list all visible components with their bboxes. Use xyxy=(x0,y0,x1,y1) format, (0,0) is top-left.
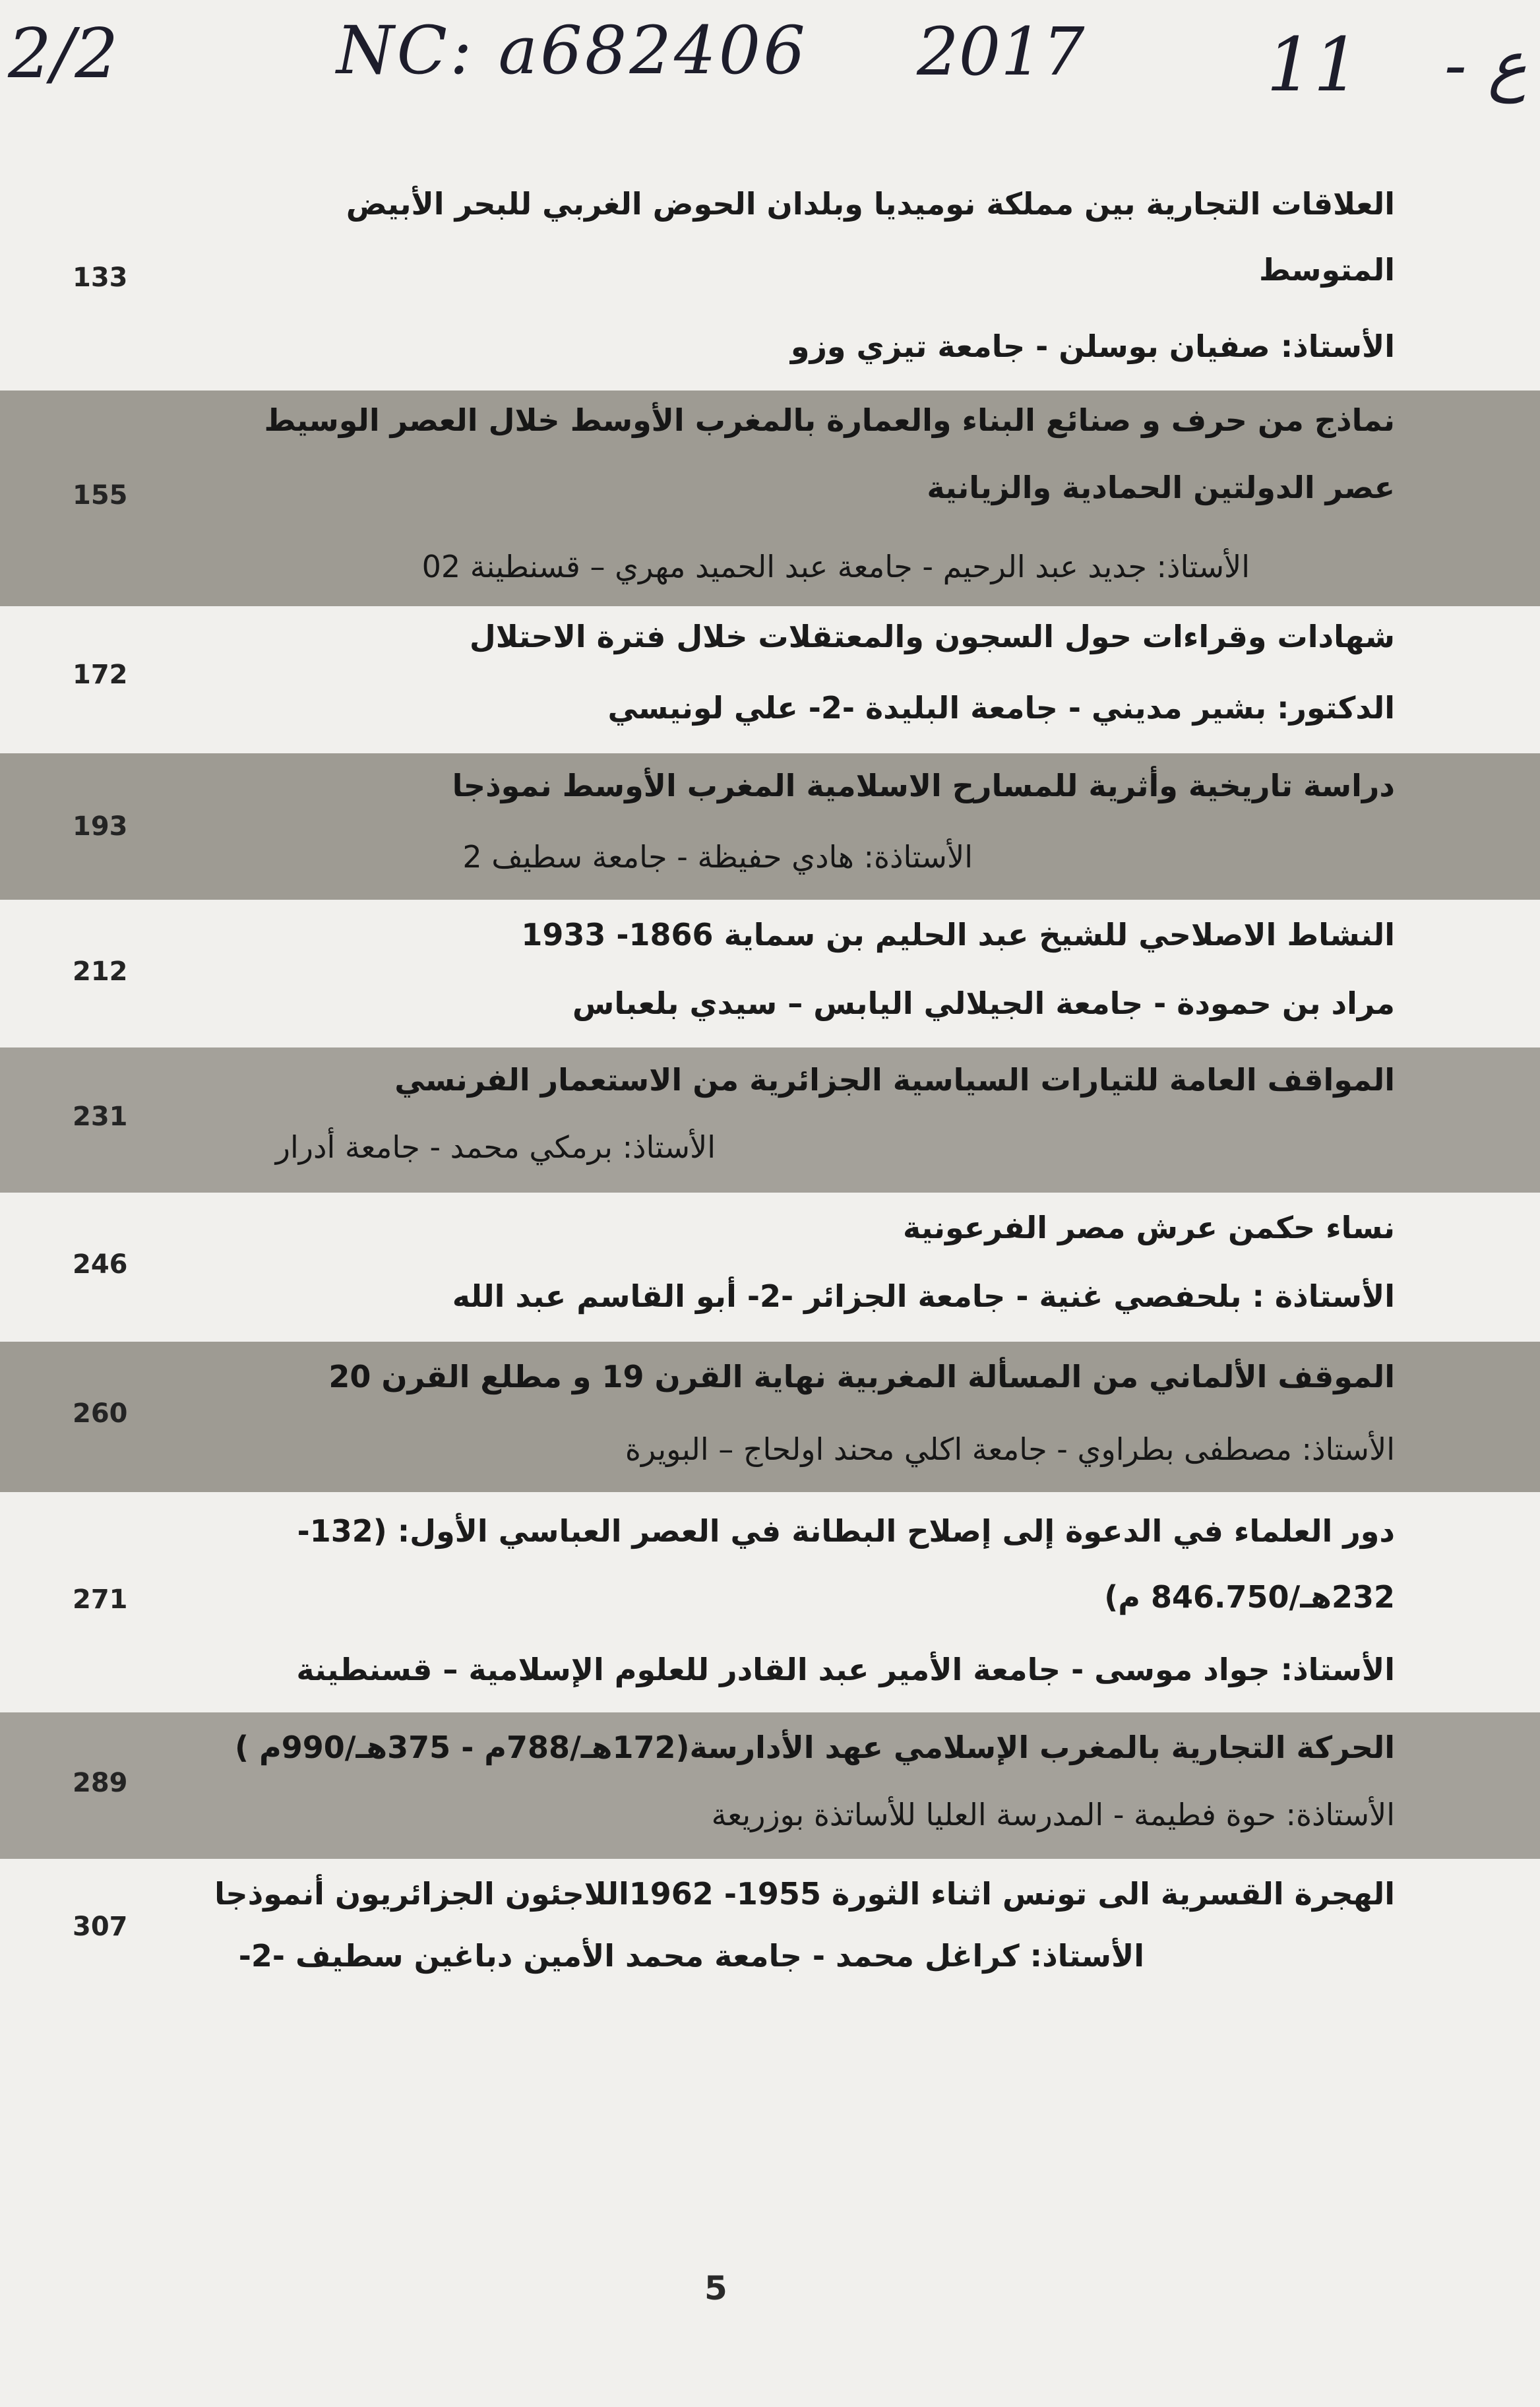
handwritten-year: 2017 xyxy=(917,13,1085,90)
toc-entry-title: الحركة التجارية بالمغرب الإسلامي عهد الأدارسة(172هـ/788م - 375هـ/990م ) xyxy=(234,1730,1395,1765)
toc-entry-page: 193 xyxy=(73,811,128,842)
toc-entry xyxy=(0,391,1540,606)
toc-entry xyxy=(0,1342,1540,1492)
toc-entry-page: 231 xyxy=(73,1102,128,1132)
toc-entry xyxy=(0,1493,1540,1711)
toc-entry-author: الأستاذة : بلحفصي غنية - جامعة الجزائر -2- أبو القاسم عبد الله xyxy=(452,1278,1395,1314)
toc-entry-page: 246 xyxy=(73,1249,128,1280)
toc-entry-page: 172 xyxy=(73,660,128,690)
toc-entry-title: شهادات وقراءات حول السجون والمعتقلات خلال فترة الاحتلال xyxy=(469,619,1395,654)
page-number: 5 xyxy=(704,2269,727,2307)
toc-entry-page: 133 xyxy=(73,263,128,293)
toc-entry-page: 289 xyxy=(73,1768,128,1798)
toc-entry xyxy=(0,607,1540,752)
handwritten-code: NC: a682406 xyxy=(336,12,808,89)
handwritten-number: 11 xyxy=(1266,22,1361,108)
toc-entry-author: الأستاذة: حوة فطيمة - المدرسة العليا للأساتذة بوزريعة xyxy=(711,1797,1395,1832)
toc-entry-page: 155 xyxy=(73,480,128,511)
toc-entry xyxy=(0,901,1540,1046)
toc-entry-author: الأستاذ: مصطفى بطراوي - جامعة اكلي محند اولحاج – البويرة xyxy=(625,1431,1395,1467)
toc-entry-author: الدكتور: بشير مديني - جامعة البليدة -2- علي لونيسي xyxy=(607,690,1395,726)
toc-entry-author: الأستاذ: صفيان بوسلن - جامعة تيزي وزو xyxy=(790,328,1395,364)
toc-entry-author: الأستاذ: برمكي محمد - جامعة أدرار xyxy=(275,1129,716,1165)
toc-entry-title: العلاقات التجارية بين مملكة نوميديا وبلدان الحوض الغربي للبحر الأبيض xyxy=(346,186,1395,222)
toc-entry xyxy=(0,178,1540,389)
toc-entry-page: 212 xyxy=(73,956,128,987)
toc-entry-page: 260 xyxy=(73,1398,128,1429)
toc-entry-title: المتوسط xyxy=(1259,252,1395,288)
toc-entry-page: 307 xyxy=(73,1912,128,1942)
toc-entry-title: دراسة تاريخية وأثرية للمسارح الاسلامية المغرب الأوسط نموذجا xyxy=(452,768,1395,803)
toc-entry-author: الأستاذة: هادي حفيظة - جامعة سطيف 2 xyxy=(462,839,973,875)
bleed-through-texture xyxy=(129,2025,1382,2051)
toc-entry-title: الهجرة القسرية الى تونس اثناء الثورة 1955- 1962اللاجئون الجزائريون أنموذجا xyxy=(214,1876,1395,1912)
toc-entry-author: مراد بن حمودة - جامعة الجيلالي اليابس – سيدي بلعباس xyxy=(572,985,1395,1021)
toc-entry-title: نساء حكمن عرش مصر الفرعونية xyxy=(903,1210,1395,1245)
toc-entry-title: عصر الدولتين الحمادية والزيانية xyxy=(927,470,1395,505)
toc-entry xyxy=(0,1194,1540,1340)
toc-entry-page: 271 xyxy=(73,1584,128,1615)
toc-entry xyxy=(0,1047,1540,1193)
toc-entry-author: الأستاذ: جديد عبد الرحيم - جامعة عبد الحميد مهري – قسنطينة 02 xyxy=(421,549,1250,584)
toc-entry-author: الأستاذ: كراغل محمد - جامعة محمد الأمين دباغين سطيف -2- xyxy=(238,1938,1144,1974)
toc-entry xyxy=(0,1860,1540,2005)
toc-entry xyxy=(0,1712,1540,1859)
toc-entry-title: دور العلماء في الدعوة إلى إصلاح البطانة في العصر العباسي الأول: (132- xyxy=(297,1513,1395,1549)
toc-entry-title: المواقف العامة للتيارات السياسية الجزائرية من الاستعمار الفرنسي xyxy=(394,1062,1395,1098)
toc-entry xyxy=(0,753,1540,900)
toc-entry-title: 232هـ/846.750 م) xyxy=(1104,1579,1395,1615)
handwritten-suffix: - ع xyxy=(1444,26,1527,104)
toc-entry-title: الموقف الألماني من المسألة المغربية نهاية القرن 19 و مطلع القرن 20 xyxy=(328,1359,1395,1394)
toc-entry-author: الأستاذ: جواد موسى - جامعة الأمير عبد القادر للعلوم الإسلامية – قسنطينة xyxy=(296,1652,1395,1687)
toc-entry-title: النشاط الاصلاحي للشيخ عبد الحليم بن سماية 1866- 1933 xyxy=(521,917,1395,953)
handwritten-left-mark: 2/2 xyxy=(8,13,119,94)
toc-entry-title: نماذج من حرف و صنائع البناء والعمارة بالمغرب الأوسط خلال العصر الوسيط xyxy=(264,402,1395,438)
